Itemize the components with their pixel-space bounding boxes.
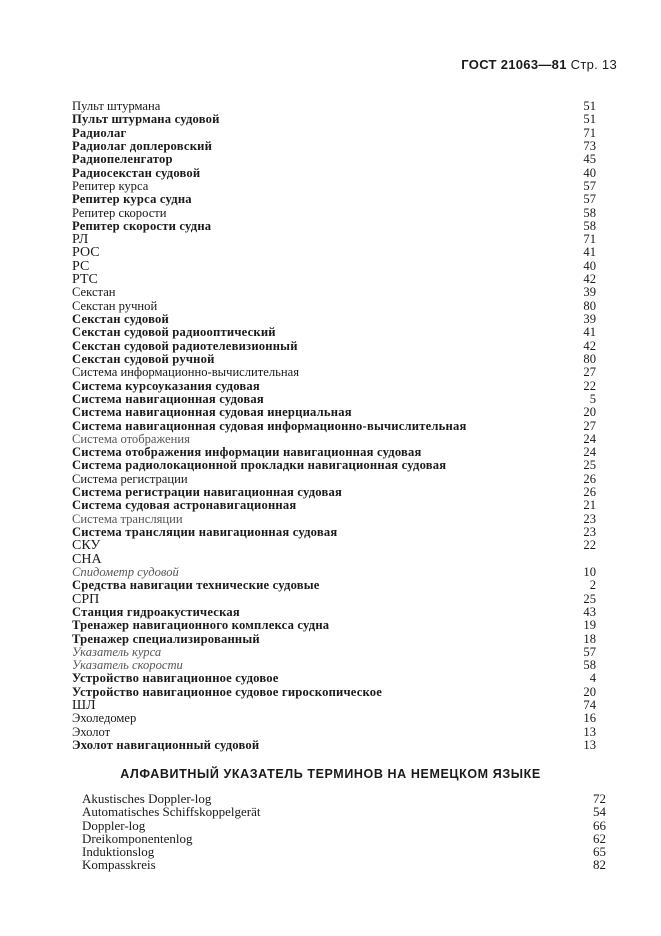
index-entry — [72, 553, 596, 566]
index-term: Система судовая астронавигационная — [72, 498, 297, 513]
index-page-number: 25 — [583, 458, 596, 473]
index-page-number: 62 — [593, 830, 606, 846]
index-term: Указатель курса — [72, 644, 162, 659]
index-term: Система курсоуказания судовая — [72, 378, 260, 393]
index-term: Doppler-log — [82, 817, 146, 833]
index-page-number: 21 — [583, 498, 596, 513]
index-term: Система навигационная судовая — [72, 391, 264, 406]
index-entry — [72, 366, 596, 379]
index-entry — [72, 260, 596, 273]
index-page-number: 82 — [593, 857, 606, 873]
index-page-number: 18 — [583, 631, 596, 646]
index-term: СКУ — [72, 538, 101, 554]
index-entry — [72, 619, 596, 632]
standard-number: ГОСТ 21063—81 — [461, 57, 567, 72]
index-page-number: 24 — [583, 445, 596, 460]
index-page-number: 80 — [583, 298, 596, 313]
index-entry — [72, 539, 596, 552]
index-entry — [72, 513, 596, 526]
index-term: Induktionslog — [82, 844, 155, 860]
index-term: Пульт штурмана судовой — [72, 112, 220, 127]
index-page-number: 40 — [583, 165, 596, 180]
index-page-number: 13 — [583, 724, 596, 739]
index-term: Система информационно-вычислительная — [72, 365, 300, 380]
index-page-number: 57 — [583, 192, 596, 207]
index-entry — [72, 579, 596, 592]
index-term: Секстан — [72, 285, 116, 300]
index-entry — [72, 606, 596, 619]
index-page-number: 27 — [583, 418, 596, 433]
index-term: Секстан судовой радиотелевизионный — [72, 338, 298, 353]
russian-term-index — [72, 100, 596, 752]
index-page-number: 27 — [583, 365, 596, 380]
index-entry — [82, 858, 606, 871]
index-entry — [72, 686, 596, 699]
index-page-number: 74 — [583, 698, 596, 713]
index-entry — [72, 672, 596, 685]
index-term: Репитер курса — [72, 178, 149, 193]
index-term: СНА — [72, 551, 102, 567]
index-page-number: 2 — [589, 578, 596, 593]
index-entry — [72, 446, 596, 459]
index-term: РС — [72, 258, 90, 274]
index-term: Эхолот навигационный судовой — [72, 738, 260, 752]
index-term: Тренажер специализированный — [72, 631, 260, 646]
index-term: Секстан ручной — [72, 298, 158, 313]
index-entry — [72, 473, 596, 486]
index-entry — [82, 845, 606, 858]
index-page-number: 16 — [583, 711, 596, 726]
index-entry — [72, 526, 596, 539]
index-entry — [72, 233, 596, 246]
index-term: Секстан судовой ручной — [72, 351, 215, 366]
page-number: Стр. 13 — [570, 57, 617, 72]
index-page-number: 23 — [583, 525, 596, 539]
index-term: Система трансляции — [72, 511, 183, 526]
index-term: Тренажер навигационного комплекса судна — [72, 618, 330, 633]
index-term: Радиопеленгатор — [72, 152, 173, 167]
index-page-number: 58 — [583, 205, 596, 220]
index-term: Репитер курса судна — [72, 192, 192, 207]
index-entry — [72, 726, 596, 739]
index-term: Спидометр судовой — [72, 564, 179, 579]
index-term: СРП — [72, 591, 100, 607]
index-term: Система регистрации — [72, 471, 188, 486]
index-term: Система навигационная судовая инерциальная — [72, 405, 352, 420]
index-entry — [72, 127, 596, 140]
index-entry — [72, 646, 596, 659]
index-term: ШЛ — [72, 698, 96, 714]
index-page-number: 80 — [583, 351, 596, 366]
index-entry — [82, 792, 606, 805]
index-term: Эхоледомер — [72, 711, 137, 726]
index-term: Система трансляции навигационная судовая — [72, 525, 338, 539]
index-term: Устройство навигационное судовое гироскопическое — [72, 684, 383, 699]
index-entry — [82, 832, 606, 845]
index-term: Репитер скорости судна — [72, 218, 212, 233]
page-header — [461, 57, 617, 72]
index-entry — [72, 273, 596, 286]
index-term: Репитер скорости — [72, 205, 167, 220]
index-entry — [72, 140, 596, 153]
index-entry — [72, 433, 596, 446]
index-term: РТС — [72, 272, 98, 288]
index-page-number: 26 — [583, 471, 596, 486]
index-term: Радиосекстан судовой — [72, 165, 201, 180]
index-entry — [82, 805, 606, 818]
index-page-number: 54 — [593, 804, 606, 820]
index-page-number: 4 — [589, 671, 596, 686]
index-page-number: 42 — [583, 272, 596, 287]
index-page-number: 39 — [583, 285, 596, 300]
index-entry — [72, 167, 596, 180]
index-page-number: 41 — [583, 325, 596, 340]
index-term: Akustisches Doppler-log — [82, 791, 212, 806]
index-term: Система отображения — [72, 431, 190, 446]
index-term: Средства навигации технические судовые — [72, 578, 320, 593]
index-page-number: 71 — [583, 125, 596, 140]
index-term: Dreikomponentenlog — [82, 830, 193, 846]
index-page-number: 41 — [583, 245, 596, 260]
index-entry — [72, 420, 596, 433]
index-entry — [72, 286, 596, 299]
index-entry — [72, 659, 596, 672]
index-page-number: 57 — [583, 178, 596, 193]
index-page-number: 20 — [583, 405, 596, 420]
index-term: Секстан судовой радиооптический — [72, 325, 276, 340]
index-entry — [72, 380, 596, 393]
index-page-number: 22 — [583, 378, 596, 393]
index-page-number: 5 — [589, 391, 596, 406]
index-term: Система регистрации навигационная судовая — [72, 485, 342, 500]
index-page-number: 20 — [583, 684, 596, 699]
index-entry — [72, 300, 596, 313]
index-entry — [72, 207, 596, 220]
index-page-number: 10 — [583, 564, 596, 579]
index-entry — [72, 459, 596, 472]
index-term: РЛ — [72, 232, 89, 248]
index-page-number: 65 — [593, 844, 606, 860]
index-page-number: 43 — [583, 604, 596, 619]
index-term: Станция гидроакустическая — [72, 604, 240, 619]
index-entry — [72, 699, 596, 712]
index-entry — [72, 739, 596, 752]
index-term: Пульт штурмана — [72, 99, 161, 113]
index-page-number: 13 — [583, 738, 596, 752]
index-page-number: 51 — [583, 99, 596, 113]
index-page-number: 66 — [593, 817, 606, 833]
index-term: Радиолаг — [72, 125, 127, 140]
index-page-number: 40 — [583, 258, 596, 273]
index-page-number: 42 — [583, 338, 596, 353]
index-entry — [72, 340, 596, 353]
index-page-number: 71 — [583, 232, 596, 247]
index-entry — [72, 100, 596, 113]
index-page-number: 23 — [583, 511, 596, 526]
index-entry — [72, 326, 596, 339]
index-page-number: 24 — [583, 431, 596, 446]
index-page-number: 39 — [583, 312, 596, 326]
index-page-number: 72 — [593, 791, 606, 806]
index-term: Секстан судовой — [72, 312, 169, 326]
index-entry — [72, 153, 596, 166]
index-entry — [72, 246, 596, 259]
index-entry — [72, 486, 596, 499]
index-term: Система отображения информации навигационная судовая — [72, 445, 422, 460]
index-entry — [72, 593, 596, 606]
index-term: Система радиолокационной прокладки навигационная судовая — [72, 458, 447, 473]
index-entry — [82, 819, 606, 832]
index-page-number: 45 — [583, 152, 596, 167]
index-entry — [72, 313, 596, 326]
index-page-number: 25 — [583, 591, 596, 606]
index-entry — [72, 393, 596, 406]
index-page-number: 51 — [583, 112, 596, 127]
index-page-number: 26 — [583, 485, 596, 500]
index-entry — [72, 353, 596, 366]
index-term: Система навигационная судовая информационно-вычислительная — [72, 418, 467, 433]
index-term: Automatisches Schiffskoppelgerät — [82, 804, 261, 820]
index-page-number: 58 — [583, 218, 596, 233]
index-term: Радиолаг доплеровский — [72, 138, 213, 153]
index-entry — [72, 193, 596, 206]
index-page-number: 19 — [583, 618, 596, 633]
index-page-number: 73 — [583, 138, 596, 153]
index-term: Указатель скорости — [72, 658, 183, 673]
index-term: Устройство навигационное судовое — [72, 671, 279, 686]
index-entry — [72, 406, 596, 419]
german-index-heading: АЛФАВИТНЫЙ УКАЗАТЕЛЬ ТЕРМИНОВ НА НЕМЕЦКОМ ЯЗЫКЕ — [120, 767, 541, 781]
index-entry — [72, 113, 596, 126]
index-page-number: 57 — [583, 644, 596, 659]
index-term: Kompasskreis — [82, 857, 156, 873]
index-entry — [72, 712, 596, 725]
index-entry — [72, 180, 596, 193]
index-entry — [72, 499, 596, 512]
index-entry — [72, 220, 596, 233]
index-page-number: 22 — [583, 538, 596, 553]
index-term: Эхолот — [72, 724, 111, 739]
index-entry — [72, 566, 596, 579]
index-entry — [72, 633, 596, 646]
index-term: РОС — [72, 245, 100, 261]
index-page-number: 58 — [583, 658, 596, 673]
german-term-index — [82, 792, 606, 872]
